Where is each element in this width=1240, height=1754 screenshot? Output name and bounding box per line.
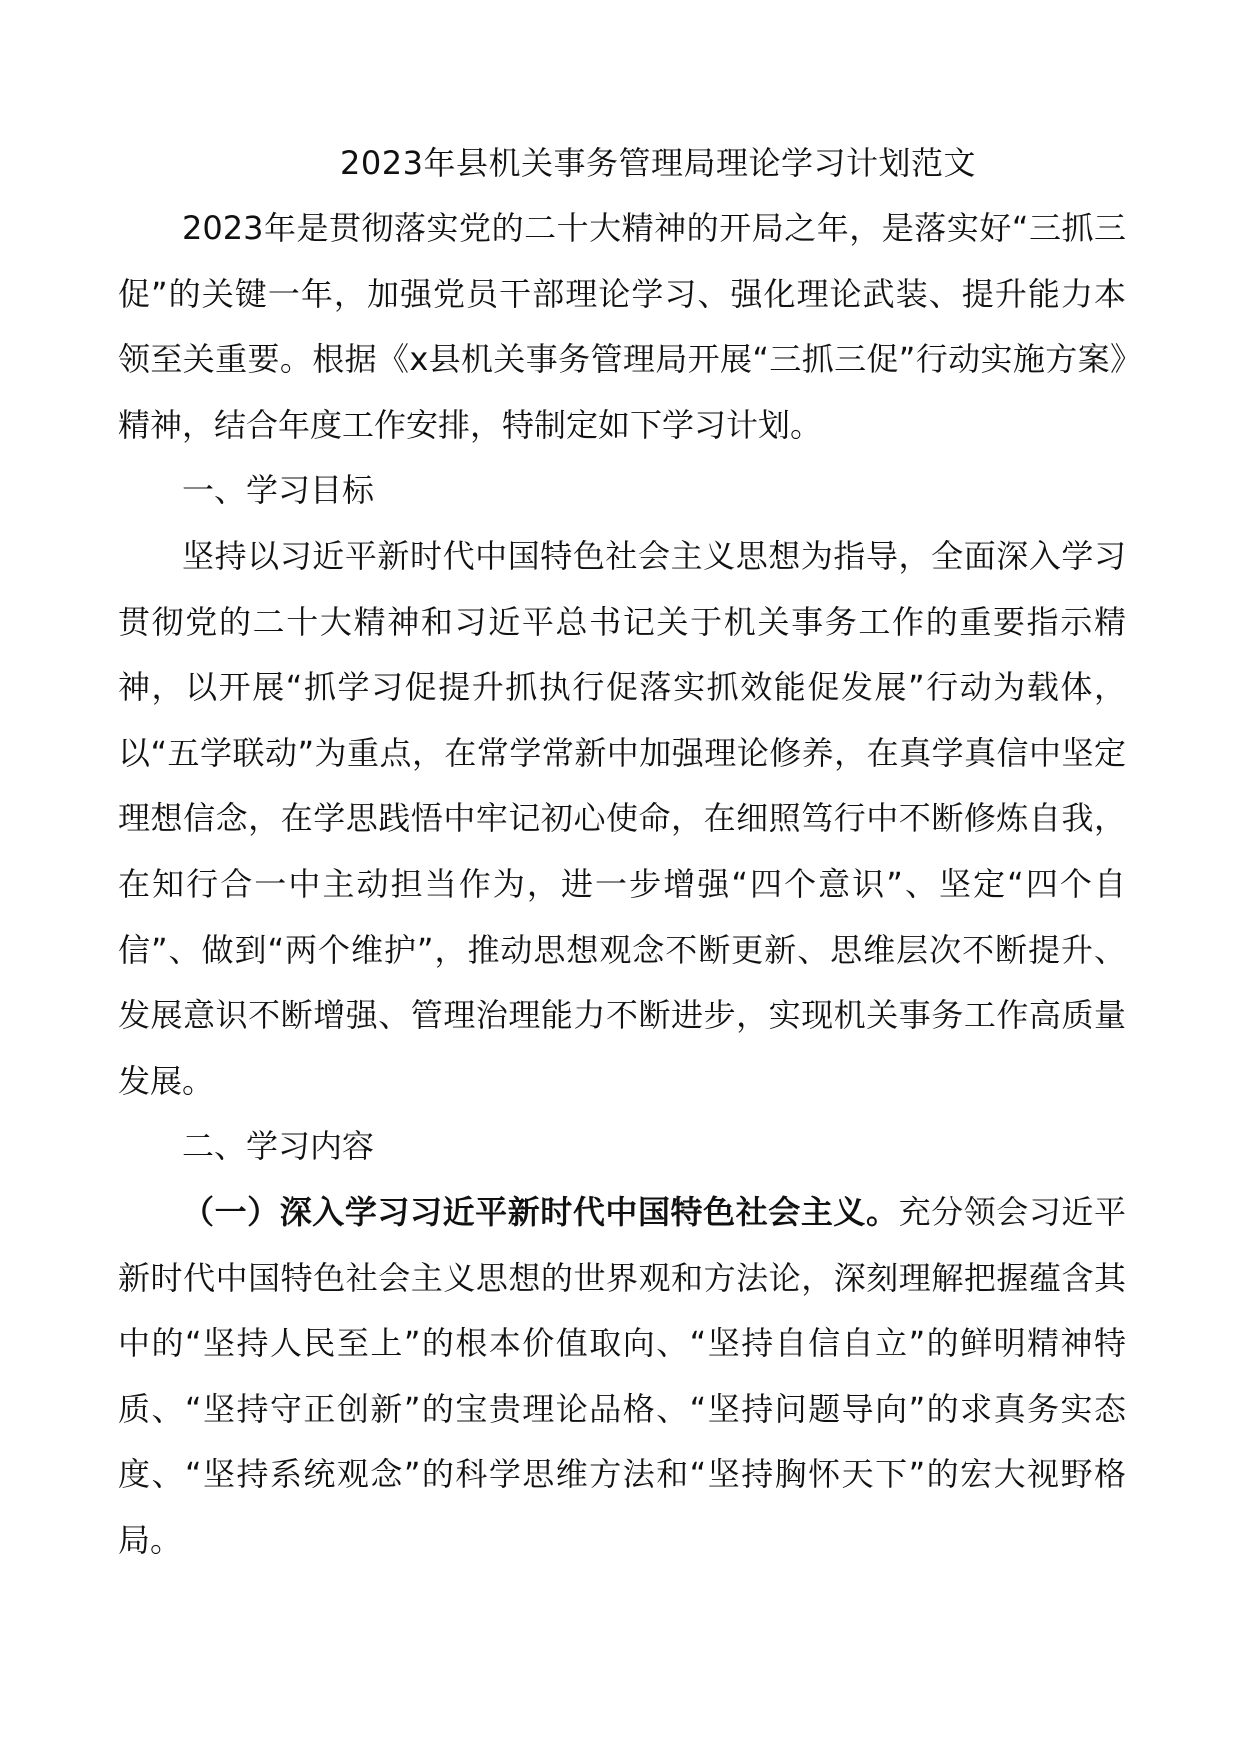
section-heading-goals: 一、学习目标 (182, 471, 375, 510)
content-item-one-text: 充分领会习近平新时代中国特色社会主义思想的世界观和方法论，深刻理解把握蕴含其中的“坚持人民至上”的根本价值取向、“坚持自信自立”的鲜明精神特质、“坚持守正创新”的宝贵理论品格、“坚持问题导向”的求真务实态度、“坚持系统观念”的科学思维方法和“坚持胸怀天下”的宏大视野格局。 (118, 1192, 1126, 1559)
content-item-one-heading: （一）深入学习习近平新时代中国特色社会主义。 (182, 1192, 899, 1231)
section-heading-content: 二、学习内容 (182, 1127, 375, 1166)
content-item-one (118, 1180, 1126, 1574)
intro-paragraph: 2023年是贯彻落实党的二十大精神的开局之年，是落实好“三抓三促”的关键一年，加强党员干部理论学习、强化理论武装、提升能力本领至关重要。根据《x县机关事务管理局开展“三抓三促”行动实施方案》精神，结合年度工作安排，特制定如下学习计划。 (118, 209, 1126, 444)
document-body (118, 196, 1126, 1573)
document-title: 2023年县机关事务管理局理论学习计划范文 (340, 144, 976, 182)
goals-paragraph: 坚持以习近平新时代中国特色社会主义思想为指导，全面深入学习贯彻党的二十大精神和习近平总书记关于机关事务工作的重要指示精神，以开展“抓学习促提升抓执行促落实抓效能促发展”行动为载体，以“五学联动”为重点，在常学常新中加强理论修养，在真学真信中坚定理想信念，在学思践悟中牢记初心使命，在细照笃行中不断修炼自我，在知行合一中主动担当作为，进一步增强“四个意识”、坚定“四个自信”、做到“两个维护”，推动思想观念不断更新、思维层次不断提升、发展意识不断增强、管理治理能力不断进步，实现机关事务工作高质量发展。 (118, 536, 1126, 1100)
